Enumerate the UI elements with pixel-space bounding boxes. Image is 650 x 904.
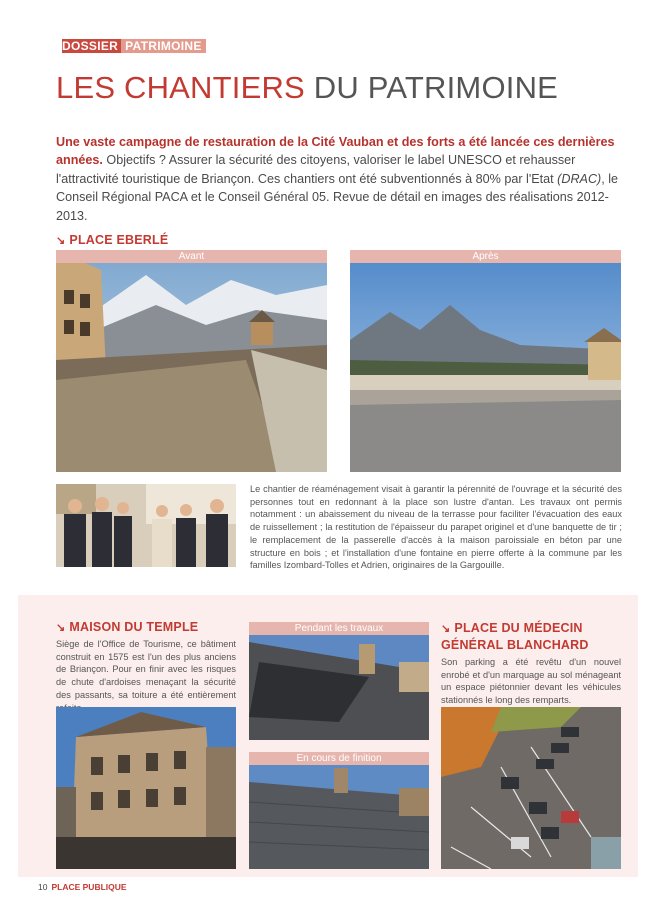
intro-lead: Une vaste campagne de restauration de la Cité Vauban et des forts a été lancée ces dernières années. — [56, 135, 615, 168]
intro-text-2: , le Conseil Régional PACA et le Conseil Général 05. Revue de détail en images des réalisations 2012-2013. — [56, 171, 619, 223]
photo-parking — [441, 707, 621, 869]
page-title-part1: LES CHANTIERS — [56, 70, 305, 105]
photo-finish-image — [249, 752, 429, 869]
blanchard-heading-l2: GÉNÉRAL BLANCHARD — [441, 638, 589, 652]
photo-group — [56, 484, 236, 567]
photo-apres — [350, 250, 621, 472]
section-tag-patrimoine: PATRIMOINE — [121, 39, 206, 53]
temple-heading-label: MAISON DU TEMPLE — [69, 620, 199, 634]
eberle-text: Le chantier de réaménagement visait à garantir la pérennité de l'ouvrage et la sécurité des personnes tout en redonnant à la place son lustre d'antan. Les travaux ont permis notamment : un abaissement du niveau de la terrasse pour faciliter l'évacuation des eaux de ruissellement ; la restitution de l'épaisseur du parapet originel et d'une banquette de tir ; le remplacement de la passerelle d'accès à la maison paroissiale en béton par une structure en bois ; et l'installation d'une fontaine en pierre offerte à la commune par les familles Izombard-Tolles et Adrien, originaires de la Gargouille. — [250, 484, 622, 571]
photo-group-image — [56, 484, 236, 567]
eberle-heading — [56, 233, 168, 247]
photo-avant — [56, 250, 327, 472]
caption-apres: Après — [350, 250, 621, 263]
caption-finish: En cours de finition — [249, 752, 429, 765]
photo-parking-image — [441, 707, 621, 869]
page-title-part2: DU PATRIMOINE — [304, 70, 559, 105]
magazine-name: PLACE PUBLIQUE — [51, 882, 127, 892]
blanchard-heading — [441, 620, 589, 653]
page-title — [56, 70, 558, 106]
photo-finish — [249, 752, 429, 869]
photo-apres-image — [350, 250, 621, 472]
blanchard-text: Son parking a été revêtu d'un nouvel enrobé et d'un marquage au sol ménageant un espace piétonnier devant les véhicules stationnés le long des remparts. — [441, 657, 621, 706]
photo-works — [249, 622, 429, 740]
blanchard-heading-l1: PLACE DU MÉDECIN — [454, 621, 583, 635]
caption-works: Pendant les travaux — [249, 622, 429, 635]
temple-heading — [56, 620, 198, 634]
section-tag — [56, 38, 212, 55]
intro-drac: (DRAC) — [557, 171, 602, 186]
arrow-icon: ↘ — [56, 235, 66, 247]
arrow-icon: ↘ — [441, 623, 451, 635]
photo-works-image — [249, 622, 429, 740]
section-tag-dossier: DOSSIER — [62, 39, 121, 53]
photo-temple-image — [56, 707, 236, 869]
page-number: 10 — [38, 882, 48, 892]
caption-avant: Avant — [56, 250, 327, 263]
intro-paragraph — [56, 133, 622, 225]
temple-text: Siège de l'Office de Tourisme, ce bâtiment construit en 1575 est l'un des plus anciens de Briançon. Pour en finir avec les risques de chute d'ardoises menaçant la sécurité des passants, sa toiture a été entièrement — [56, 639, 236, 700]
arrow-icon: ↘ — [56, 622, 66, 634]
footer — [38, 882, 127, 892]
photo-avant-image — [56, 250, 327, 472]
eberle-heading-label: PLACE EBERLÉ — [69, 233, 169, 247]
photo-temple — [56, 707, 236, 869]
intro-text-1: Objectifs ? Assurer la sécurité des citoyens, valoriser le label UNESCO et rehausser l'attractivité touristique de Briançon. Ces chantiers ont été subventionnés à 80% par l'Etat — [56, 153, 576, 186]
